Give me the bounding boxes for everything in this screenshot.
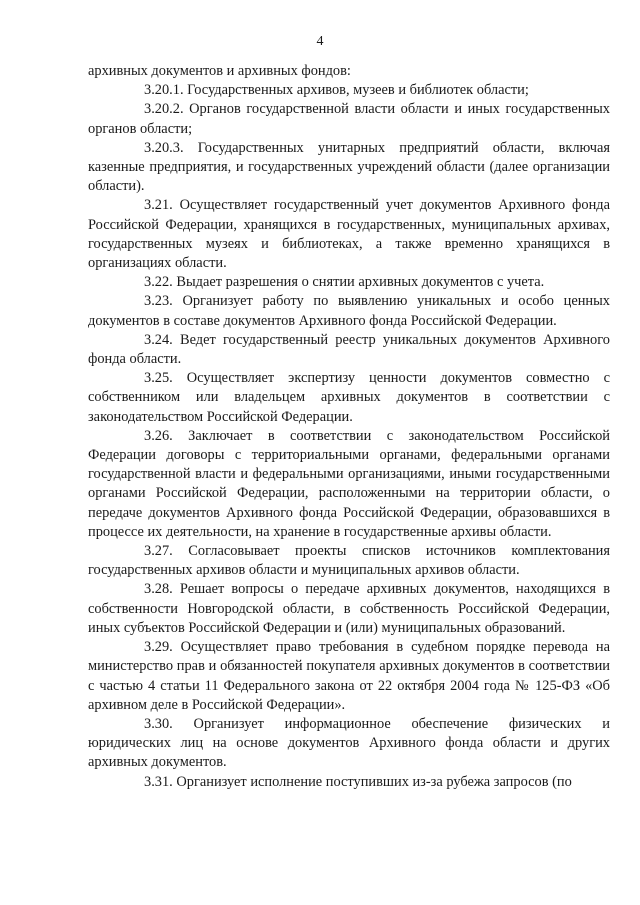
paragraph-3-28: 3.28. Решает вопросы о передаче архивных документов, находящихся в собственности Новгородской области, в собственность Российской Федерации, иных субъектов Российской Федерации и (или) муниципальных образований. — [88, 581, 610, 636]
paragraph-3-29: 3.29. Осуществляет право требования в судебном порядке перевода на министерство прав и обязанностей покупателя архивных документов в соответствии с частью 4 статьи 11 Федерального закона от 22 октября 2004 года № 125-ФЗ «Об архивном деле в Российской Федерации». — [88, 639, 610, 713]
paragraph-3-22: 3.22. Выдает разрешения о снятии архивных документов с учета. — [144, 274, 545, 291]
paragraph-3-25: 3.25. Осуществляет экспертизу ценности документов совместно с собственником или владельцем архивных документов в соответствии с законодательством Российской Федерации. — [88, 370, 610, 425]
paragraph-3-20-1: 3.20.1. Государственных архивов, музеев и библиотек области; — [144, 82, 529, 99]
paragraph-archival-documents-continuation: архивных документов и архивных фондов: — [88, 63, 351, 79]
paragraph-3-31: 3.31. Организует исполнение поступивших из-за рубежа запросов (по — [144, 773, 572, 790]
paragraph-3-23: 3.23. Организует работу по выявлению уникальных и особо ценных документов в составе документов Архивного фонда Российской Федерации. — [88, 293, 610, 329]
paragraph-3-20-3: 3.20.3. Государственных унитарных предприятий области, включая казенные предприятия, и государственных учреждений области (далее организации области). — [88, 139, 610, 195]
page-number: 4 — [316, 34, 324, 49]
paragraph-3-26: 3.26. Заключает в соответствии с законодательством Российской Федерации договоры с территориальными органами, федеральными органами государственной власти и федеральными организациями, иными государственными органами Российской Федерации, расположенными на территории области, о передаче документов Архивного фонда Российской Федерации, образовавшихся в процессе их деятельности, на хранение в государственные архивы области. — [88, 427, 610, 540]
paragraph-3-24: 3.24. Ведет государственный реестр уникальных документов Архивного фонда области. — [88, 331, 610, 368]
paragraph-3-30: 3.30. Организует информационное обеспечение физических и юридических лиц на основе документов Архивного фонда области и других архивных документов. — [88, 715, 610, 771]
paragraph-3-21: 3.21. Осуществляет государственный учет документов Архивного фонда Российской Федерации, хранящихся в государственных, муниципальных архивах, государственных музеях и библиотеках, а также временно хранящихся в организациях области. — [88, 197, 610, 272]
paragraph-3-20-2: 3.20.2. Органов государственной власти области и иных государственных органов области; — [88, 101, 610, 137]
paragraph-3-27: 3.27. Согласовывает проекты списков источников комплектования государственных архивов области и муниципальных архивов области. — [88, 543, 610, 579]
